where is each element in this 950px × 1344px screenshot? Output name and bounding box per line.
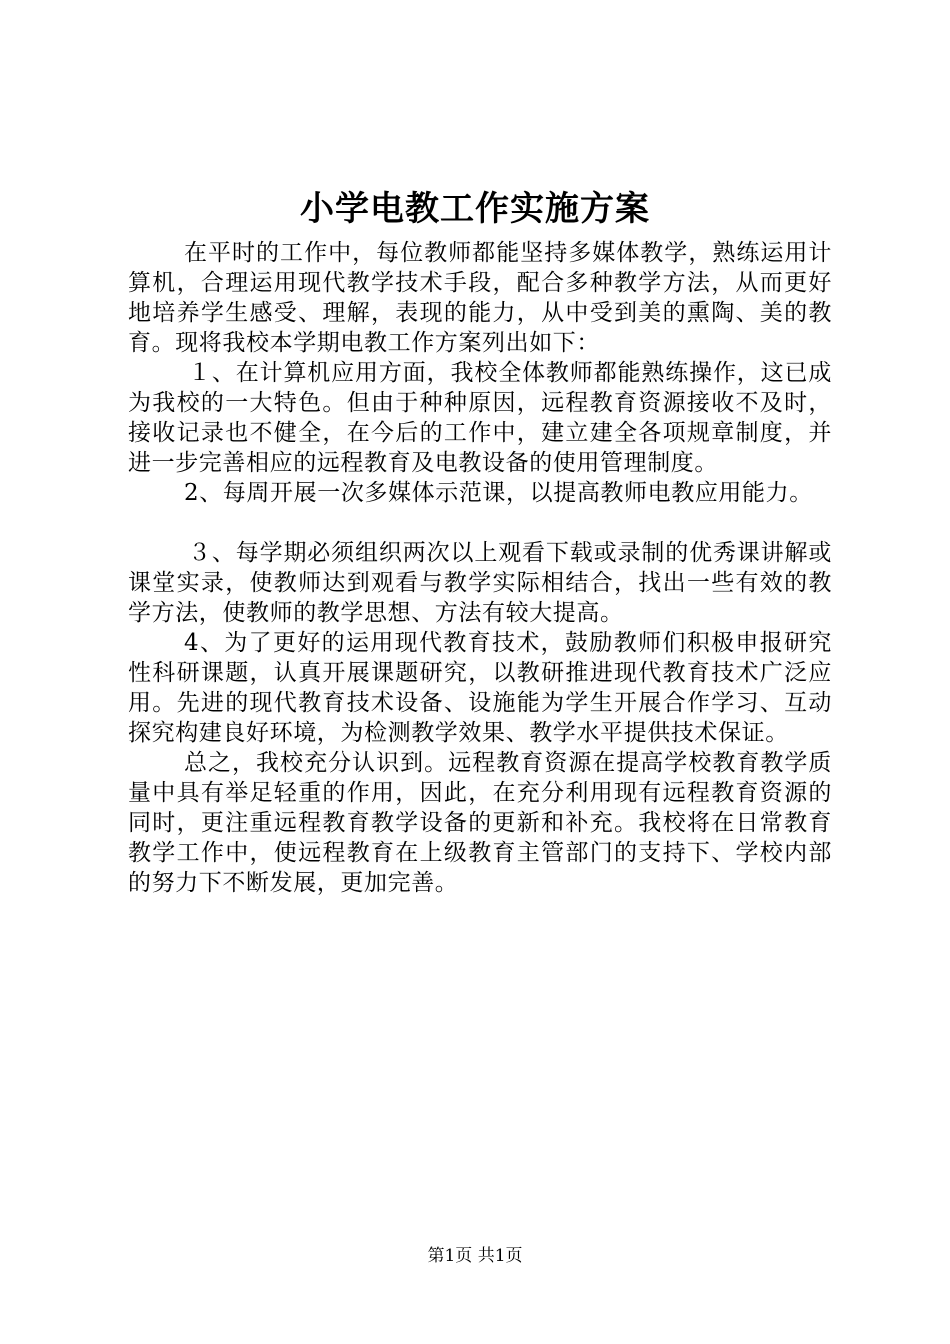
paragraph-item-1: １、在计算机应用方面，我校全体教师都能熟练操作，这已成为我校的一大特色。但由于种种原因，远程教育资源接收不及时，接收记录也不健全，在今后的工作中，建立建全各项规章制度，并进一步完善相应的远程教育及电教设备的使用管理制度。	[128, 360, 832, 476]
paragraph-item-3: ３、每学期必须组织两次以上观看下载或录制的优秀课讲解或课堂实录，使教师达到观看与教学实际相结合，找出一些有效的教学方法，使教师的教学思想、方法有较大提高。	[128, 540, 832, 626]
page-footer: 第1页 共1页	[427, 1246, 523, 1266]
document-body	[128, 238, 832, 898]
document-title: 小学电教工作实施方案	[300, 189, 650, 229]
paragraph-item-2: 2、每周开展一次多媒体示范课，以提高教师电教应用能力。	[184, 480, 813, 506]
paragraph-intro: 在平时的工作中，每位教师都能坚持多媒体教学，熟练运用计算机，合理运用现代教学技术手段，配合多种教学方法，从而更好地培养学生感受、理解，表现的能力，从中受到美的熏陶、美的教育。现将我校本学期电教工作方案列出如下：	[128, 240, 832, 356]
paragraph-conclusion: 总之，我校充分认识到。远程教育资源在提高学校教育教学质量中具有举足轻重的作用，因此，在充分利用现有远程教育资源的同时，更注重远程教育教学设备的更新和补充。我校将在日常教育教学工作中，使远程教育在上级教育主管部门的支持下、学校内部的努力下不断发展，更加完善。	[128, 750, 832, 896]
paragraph-item-4: 4、为了更好的运用现代教育技术，鼓励教师们积极申报研究性科研课题，认真开展课题研究，以教研推进现代教育技术广泛应用。先进的现代教育技术设备、设施能为学生开展合作学习、互动探究构建良好环境，为检测教学效果、教学水平提供技术保证。	[128, 630, 832, 746]
